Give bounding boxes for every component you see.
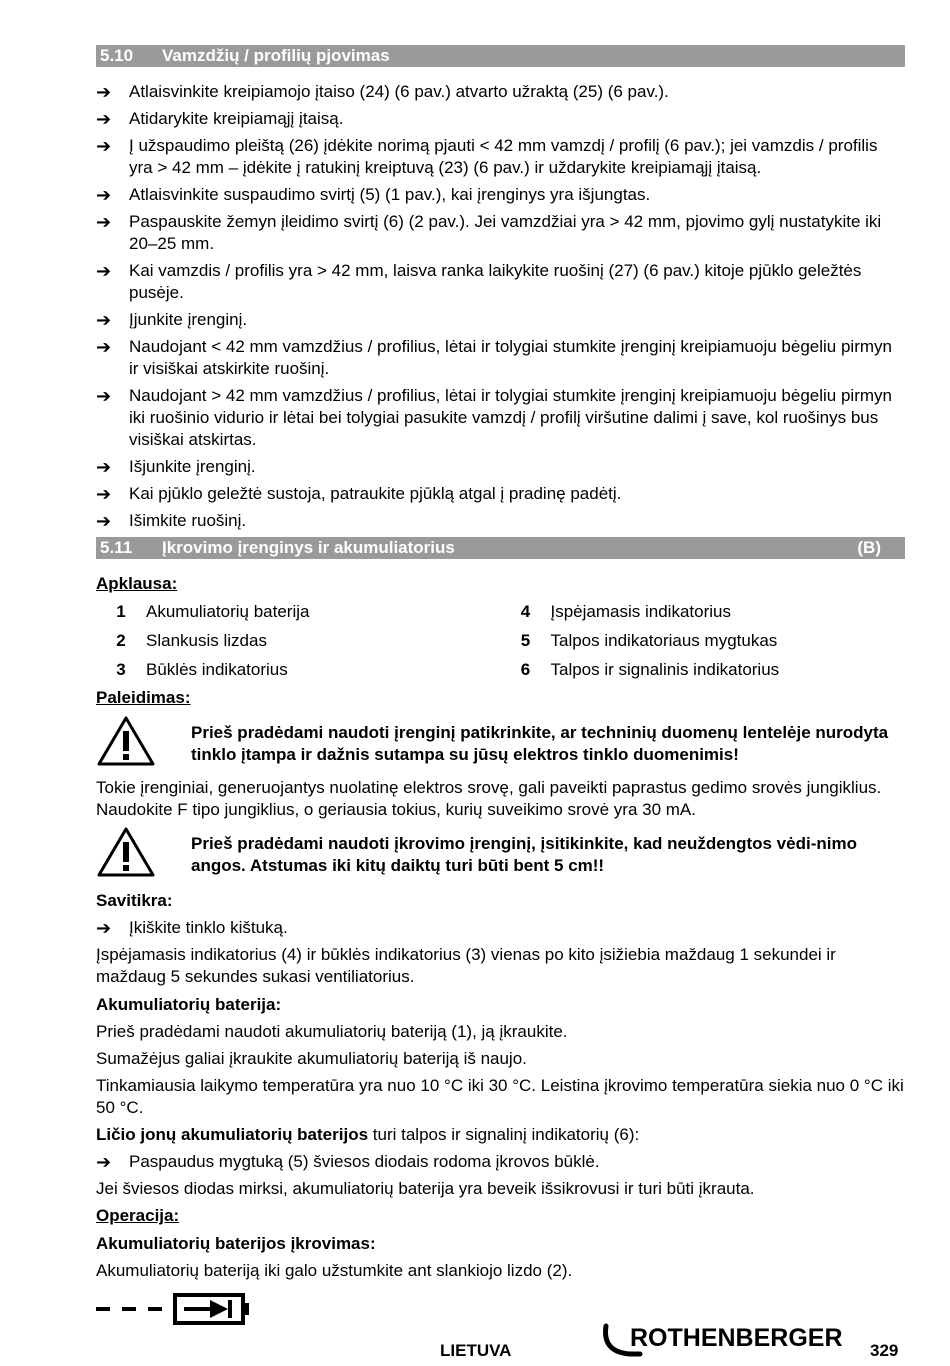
section-title: Vamzdžių / profilių pjovimas: [162, 46, 390, 65]
arrow-icon: ➔: [96, 185, 112, 205]
section-header-5-10: [96, 45, 905, 67]
arrow-icon: ➔: [96, 918, 112, 938]
paragraph-rest: turi talpos ir signalinį indikatorių (6):: [368, 1125, 640, 1144]
list-item-text: Kai pjūklo geležtė sustoja, patraukite pjūklą atgal į pradinę padėtį.: [129, 484, 622, 503]
legend-item: [96, 659, 501, 681]
footer-country: LIETUVA: [440, 1341, 512, 1360]
list-item-text: Išimkite ruošinį.: [129, 511, 247, 530]
warning-block: [96, 715, 905, 773]
paragraph: Akumuliatorių bateriją iki galo užstumkite ant slankiojo lizdo (2).: [96, 1261, 573, 1280]
list-item: [96, 309, 905, 331]
paragraph: Sumažėjus galiai įkraukite akumuliatorių bateriją iš naujo.: [96, 1049, 527, 1068]
warning-text: Prieš pradėdami naudoti įrenginį patikrinkite, ar techninių duomenų lentelėje nurodyta tinklo įtampa ir dažnis sutampa su jūsų elektros tinklo duomenimis!: [191, 723, 889, 764]
list-item-text: Išjunkite įrenginį.: [129, 457, 256, 476]
legend-text: Talpos ir signalinis indikatorius: [550, 660, 780, 679]
warning-triangle-icon: [96, 715, 191, 773]
startup-heading: Paleidimas:: [96, 688, 191, 707]
list-item-text: Paspauskite žemyn įleidimo svirtį (6) (2 pav.). Jei vamzdžiai yra > 42 mm, pjovimo gylį nustatykite iki 20–25 mm.: [129, 212, 882, 253]
legend-text: Slankusis lizdas: [146, 631, 267, 650]
list-item-text: Paspaudus mygtuką (5) šviesos diodais rodoma įkrovos būklė.: [129, 1152, 600, 1171]
arrow-icon: ➔: [96, 484, 112, 504]
section-tag: (B): [857, 538, 881, 557]
list-item-text: Atlaisvinkite kreipiamojo įtaiso (24) (6 pav.) atvarto užraktą (25) (6 pav.).: [129, 82, 669, 101]
list-item: [96, 260, 905, 304]
list-item-text: Į užspaudimo pleištą (26) įdėkite norimą pjauti < 42 mm vamzdį / profilį (6 pav.); jei vamzdis / profilis yra > 42 mm – įdėkite į ratukinį kreiptuvą (23) (6 pav.) ir uždarykite kreipiamąjį įtaisą.: [129, 136, 878, 177]
arrow-icon: ➔: [96, 511, 112, 531]
legend-number: 2: [116, 631, 126, 650]
arrow-icon: ➔: [96, 261, 112, 281]
legend-text: Talpos indikatoriaus mygtukas: [550, 631, 778, 650]
list-item: [96, 81, 905, 103]
list-item: [96, 184, 905, 206]
legend-text: Akumuliatorių baterija: [146, 602, 310, 621]
legend-number: 1: [116, 602, 126, 621]
legend-number: 5: [520, 631, 531, 650]
legend-text: Būklės indikatorius: [146, 660, 288, 679]
list-item: [96, 917, 905, 939]
brand-logo: [600, 1322, 852, 1366]
list-item: [96, 336, 905, 380]
legend-number: 4: [520, 602, 531, 621]
arrow-icon: ➔: [96, 82, 112, 102]
legend-item: [501, 601, 906, 623]
legend-heading: Apklausa:: [96, 574, 178, 593]
page-number: 329: [870, 1341, 899, 1360]
legend-text: Įspėjamasis indikatorius: [550, 602, 731, 621]
arrow-icon: ➔: [96, 136, 112, 156]
legend-grid: [96, 601, 905, 681]
section-number: 5.11: [100, 538, 133, 557]
list-item: [96, 1151, 905, 1173]
list-item: [96, 483, 905, 505]
legend-item: [96, 601, 501, 623]
list-item-text: Naudojant > 42 mm vamzdžius / profilius, lėtai ir tolygiai stumkite įrenginį kreipiamuoju bėgeliu pirmyn iki ruošinio vidurio ir lėtai bei tolygiai pasukite vamzdį / profilį viršutine dalimi į save, kol ruošinys bus visiškai atskirtas.: [129, 386, 892, 449]
paragraph: Jei šviesos diodas mirksi, akumuliatorių baterija yra beveik išsikrovusi ir turi būti įkrauta.: [96, 1179, 755, 1198]
cutting-steps-list: [96, 81, 905, 532]
arrow-icon: ➔: [96, 386, 112, 406]
legend-number: 6: [520, 660, 531, 679]
list-item-text: Atlaisvinkite suspaudimo svirtį (5) (1 pav.), kai įrenginys yra išjungtas.: [129, 185, 651, 204]
arrow-icon: ➔: [96, 109, 112, 129]
legend-item: [96, 630, 501, 652]
brand-name: ROTHENBERGER: [630, 1324, 843, 1352]
charging-heading: Akumuliatorių baterijos įkrovimas:: [96, 1234, 376, 1253]
paragraph: Įspėjamasis indikatorius (4) ir būklės indikatorius (3) vienas po kito įsižiebia maždaug 1 sekundei ir maždaug 5 sekundes sukasi ventiliatorius.: [96, 945, 836, 986]
arrow-icon: ➔: [96, 337, 112, 357]
legend-item: [501, 630, 906, 652]
page-content: [96, 45, 905, 1332]
warning-triangle-icon: [96, 826, 191, 884]
list-item: [96, 211, 905, 255]
section-title: Įkrovimo įrenginys ir akumuliatorius: [162, 538, 455, 557]
legend-item: [501, 659, 906, 681]
legend-number: 3: [116, 660, 126, 679]
list-item: [96, 135, 905, 179]
section-number: 5.10: [100, 46, 134, 65]
list-item: [96, 456, 905, 478]
list-item: [96, 108, 905, 130]
list-item: [96, 385, 905, 451]
paragraph: Tokie įrenginiai, generuojantys nuolatinę elektros srovę, gali paveikti paprastus gedimo srovės jungiklius. Naudokite F tipo jungiklius, o geriausia tokius, kurių suveikimo srovė yra 30 mA.: [96, 778, 882, 819]
paragraph: Tinkamiausia laikymo temperatūra yra nuo 10 °C iki 30 °C. Leistina įkrovimo temperatūra siekia nuo 0 °C iki 50 °C.: [96, 1076, 904, 1117]
bold-phrase: Ličio jonų akumuliatorių baterijos: [96, 1125, 369, 1144]
arrow-icon: ➔: [96, 212, 112, 232]
warning-block: [96, 826, 905, 884]
list-item-text: Įjunkite įrenginį.: [129, 310, 248, 329]
operation-heading: Operacija:: [96, 1206, 180, 1225]
list-item-text: Įkiškite tinklo kištuką.: [129, 918, 288, 937]
warning-text: Prieš pradėdami naudoti įkrovimo įrenginį, įsitikinkite, kad neuždengtos vėdi-nimo angos. Atstumas iki kitų daiktų turi būti bent 5 cm!!: [191, 834, 857, 875]
arrow-icon: ➔: [96, 310, 112, 330]
list-item-text: Naudojant < 42 mm vamzdžius / profilius, lėtai ir tolygiai stumkite įrenginį kreipiamuoju bėgeliu pirmyn ir visiškai atskirkite ruošinį.: [129, 337, 892, 378]
paragraph: Prieš pradėdami naudoti akumuliatorių bateriją (1), ją įkraukite.: [96, 1022, 568, 1041]
paragraph: [96, 1124, 905, 1146]
section-header-5-11: [96, 537, 905, 559]
selftest-heading: Savitikra:: [96, 891, 173, 910]
list-item-text: Kai vamzdis / profilis yra > 42 mm, laisva ranka laikykite ruošinį (27) (6 pav.) kitoje pjūklo geležtės pusėje.: [129, 261, 862, 302]
list-item: [96, 510, 905, 532]
list-item-text: Atidarykite kreipiamąjį įtaisą.: [129, 109, 344, 128]
arrow-icon: ➔: [96, 1152, 112, 1172]
arrow-icon: ➔: [96, 457, 112, 477]
battery-heading: Akumuliatorių baterija:: [96, 995, 282, 1014]
